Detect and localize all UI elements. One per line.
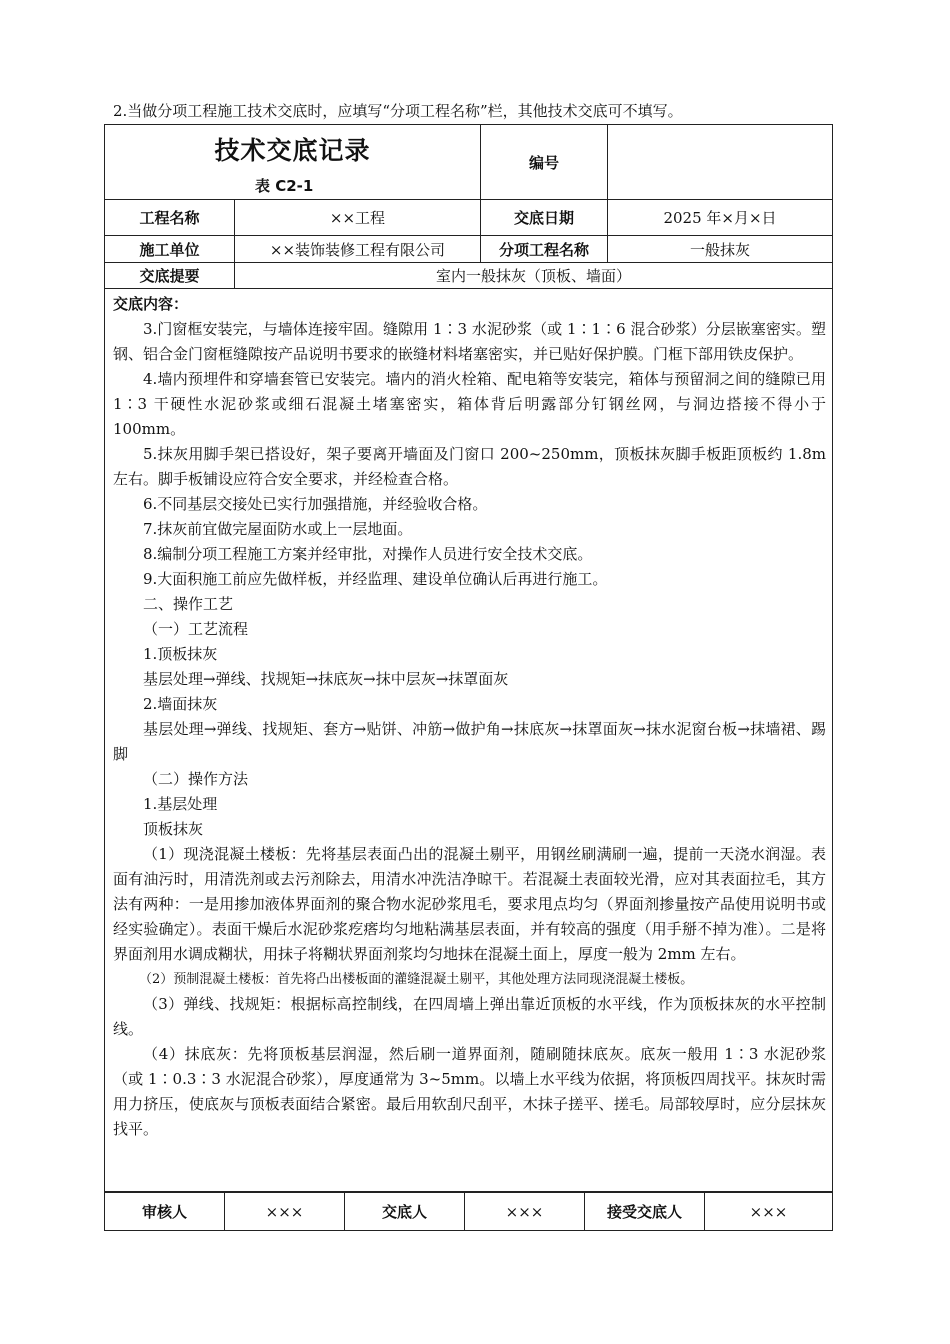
- subsection-heading: （二）操作方法: [143, 770, 249, 788]
- title-cell: [105, 125, 481, 200]
- content-paragraph: 2.墙面抹灰: [143, 695, 218, 713]
- contractor-label: 施工单位: [105, 236, 235, 263]
- signature-table: [104, 1192, 833, 1231]
- summary-value: 室内一般抹灰（顶板、墙面）: [235, 263, 833, 289]
- content-paragraph: （4）抹底灰：先将顶板基层润湿，然后刷一道界面剂，随刷随抹底灰。底灰一般用 1∶3 水泥砂浆（或 1∶0.3∶3 水泥混合砂浆），厚度通常为 3~5mm。以墙上水平线为依据，将顶板四周找平。抹灰时需用力挤压，使底灰与顶板表面结合紧密。最后用软刮尺刮平，木抹子搓平、搓毛。局部较厚时，应分层抹灰找平。: [113, 1045, 826, 1138]
- content-paragraph: 4.墙内预埋件和穿墙套管已安装完。墙内的消火栓箱、配电箱等安装完，箱体与预留洞之间的缝隙已用 1∶3 干硬性水泥砂浆或细石混凝土堵塞密实，箱体背后明露部分钉钢丝网，与洞边搭接不得小于 100mm。: [113, 370, 826, 438]
- content-paragraph: 5.抹灰用脚手架已搭设好，架子要离开墙面及门窗口 200~250mm，顶板抹灰脚手板距顶板约 1.8m 左右。脚手板铺设应符合安全要求，并经检查合格。: [113, 445, 826, 488]
- subitem-value: 一般抹灰: [608, 236, 833, 263]
- date-label: 交底日期: [481, 200, 608, 236]
- content-paragraph: 1.顶板抹灰: [143, 645, 218, 663]
- section-heading: 二、操作工艺: [143, 595, 234, 613]
- code-field: [608, 125, 833, 200]
- project-name-label: 工程名称: [105, 200, 235, 236]
- content-paragraph: 7.抹灰前宜做完屋面防水或上一层地面。: [143, 520, 413, 538]
- discloser-value: ×××: [465, 1193, 585, 1231]
- disclosure-record-table: [104, 124, 833, 1192]
- content-paragraph: 9.大面积施工前应先做样板，并经监理、建设单位确认后再进行施工。: [143, 570, 608, 588]
- summary-label: 交底提要: [105, 263, 235, 289]
- reviewer-label: 审核人: [105, 1193, 225, 1231]
- receiver-value: ×××: [705, 1193, 833, 1231]
- content-paragraph: 顶板抹灰: [143, 820, 204, 838]
- process-flow: 基层处理→弹线、找规矩、套方→贴饼、冲筋→做护角→抹底灰→抹罩面灰→抹水泥窗台板→抹墙裙、踢脚: [113, 720, 826, 763]
- content-paragraph: （3）弹线、找规矩：根据标高控制线，在四周墙上弹出靠近顶板的水平线，作为顶板抹灰的水平控制线。: [113, 995, 826, 1038]
- content-heading: 交底内容：: [113, 295, 189, 313]
- reviewer-value: ×××: [225, 1193, 345, 1231]
- content-paragraph: （1）现浇混凝土楼板：先将基层表面凸出的混凝土剔平，用钢丝刷满刷一遍，提前一天浇水润湿。表面有油污时，用清洗剂或去污剂除去，用清水冲洗洁净晾干。若混凝土表面较光滑，应对其表面拉毛，其方法有两种：一是用掺加液体界面剂的聚合物水泥砂浆甩毛，要求甩点均匀（界面剂掺量按产品使用说明书或经实验确定）。表面干燥后水泥砂浆疙瘩均匀地粘满基层表面，并有较高的强度（用手掰不掉为准）。二是将界面剂用水调成糊状，用抹子将糊状界面剂浆均匀地抹在混凝土面上，厚度一般为 2mm 左右。: [113, 845, 826, 963]
- content-paragraph: 3.门窗框安装完，与墙体连接牢固。缝隙用 1∶3 水泥砂浆（或 1∶1∶6 混合砂浆）分层嵌塞密实。塑钢、铝合金门窗框缝隙按产品说明书要求的嵌缝材料堵塞密实，并已贴好保护膜。门框下部用铁皮保护。: [113, 320, 826, 363]
- discloser-label: 交底人: [345, 1193, 465, 1231]
- form-number: 表 C2-1: [255, 177, 314, 195]
- footnote-note: 2.当做分项工程施工技术交底时，应填写“分项工程名称”栏，其他技术交底可不填写。: [113, 102, 683, 120]
- code-label: 编号: [481, 125, 608, 200]
- content-paragraph: （2）预制混凝土楼板：首先将凸出楼板面的灌缝混凝土剔平，其他处理方法同现浇混凝土楼板。: [139, 972, 694, 987]
- process-flow: 基层处理→弹线、找规矩→抹底灰→抹中层灰→抹罩面灰: [143, 670, 509, 688]
- content-paragraph: 8.编制分项工程施工方案并经审批，对操作人员进行安全技术交底。: [143, 545, 593, 563]
- receiver-label: 接受交底人: [585, 1193, 705, 1231]
- project-name-value: ××工程: [235, 200, 481, 236]
- content-cell: [105, 289, 833, 1192]
- page-title: 技术交底记录: [214, 136, 371, 165]
- content-paragraph: 1.基层处理: [143, 795, 218, 813]
- contractor-value: ××装饰装修工程有限公司: [235, 236, 481, 263]
- subitem-label: 分项工程名称: [481, 236, 608, 263]
- date-value: 2025 年×月×日: [608, 200, 833, 236]
- subsection-heading: （一）工艺流程: [143, 620, 249, 638]
- content-paragraph: 6.不同基层交接处已实行加强措施，并经验收合格。: [143, 495, 488, 513]
